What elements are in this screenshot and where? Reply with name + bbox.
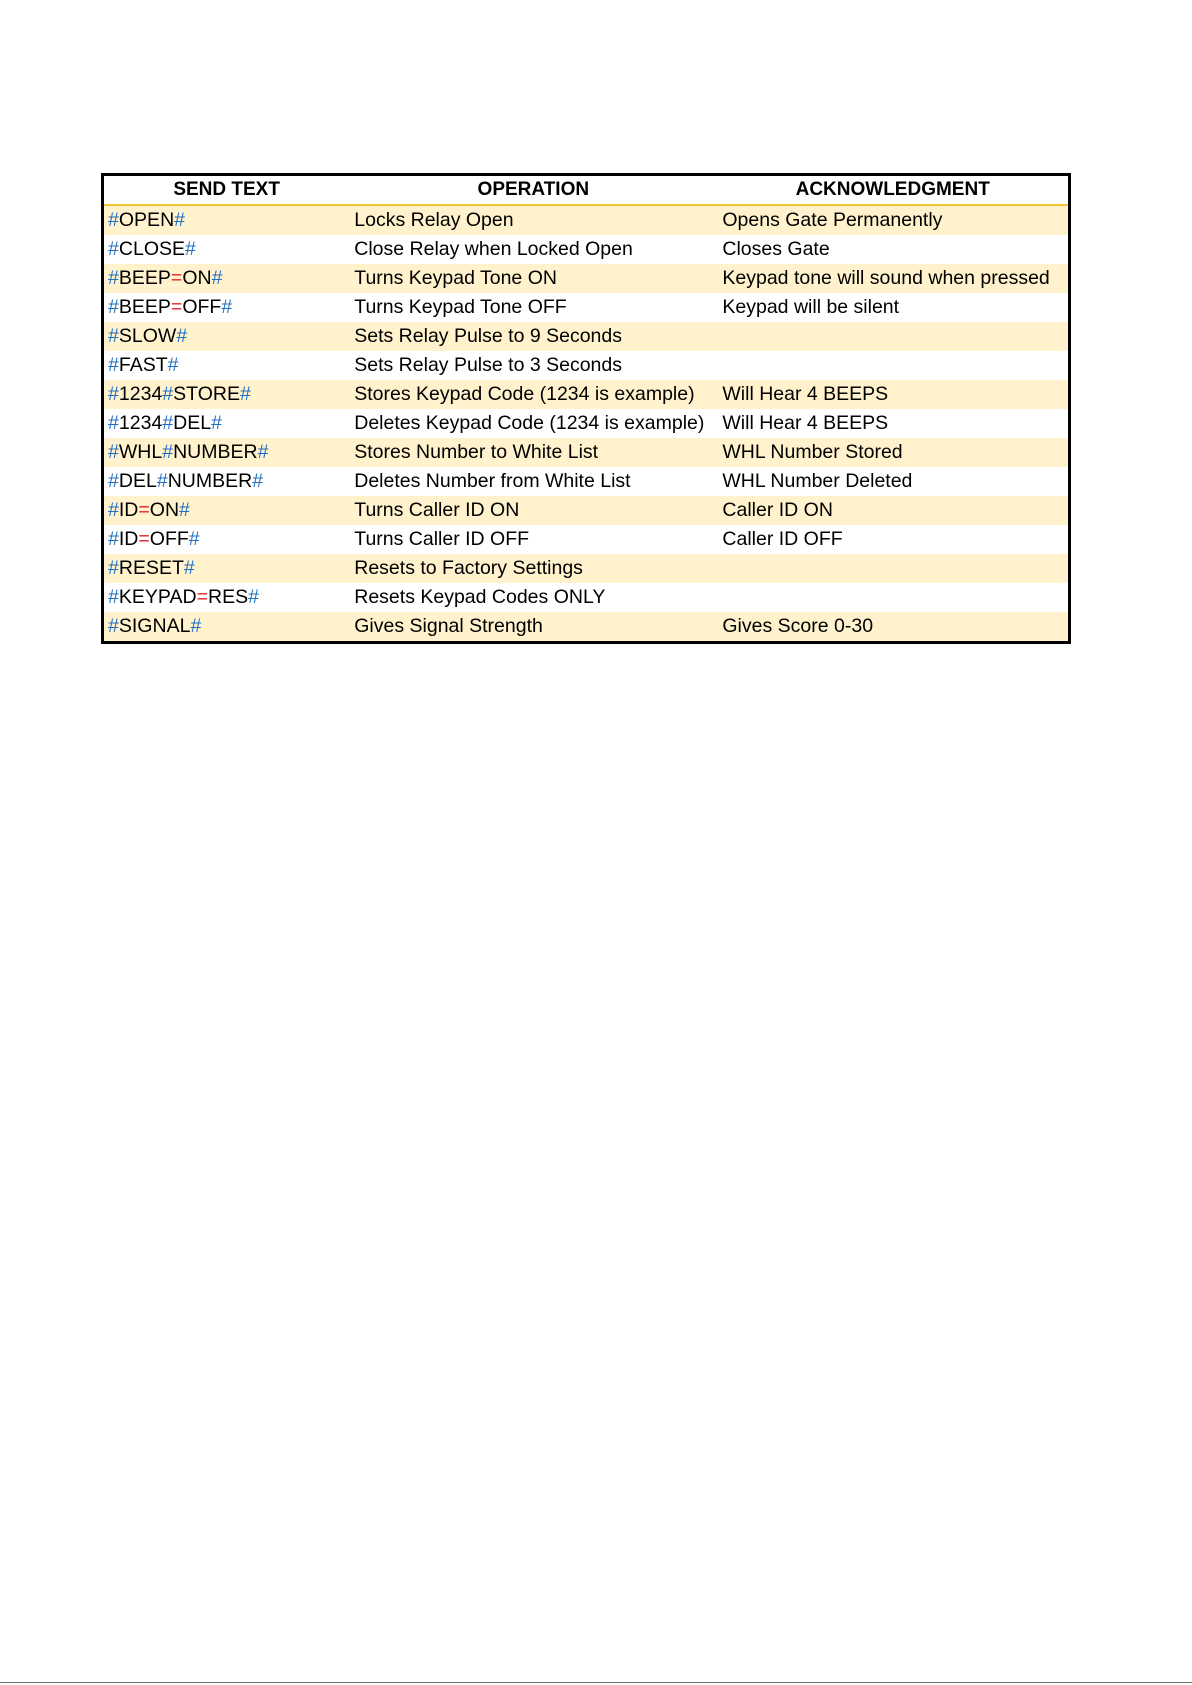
send-text-cell: #BEEP=ON# — [103, 264, 350, 293]
send-text-cell: #WHL#NUMBER# — [103, 438, 350, 467]
operation-cell: Deletes Keypad Code (1234 is example) — [354, 412, 705, 434]
hash-symbol: # — [108, 325, 119, 347]
hash-symbol: # — [108, 528, 119, 550]
operation-cell: Resets Keypad Codes ONLY — [354, 586, 606, 608]
acknowledgment-cell: WHL Number Stored — [717, 438, 1069, 467]
table-row — [103, 583, 1070, 612]
operation-cell: Locks Relay Open — [349, 205, 717, 235]
acknowledgment-cell — [717, 351, 1069, 380]
hash-symbol: # — [211, 412, 222, 434]
send-text-cell: #1234#STORE# — [103, 380, 350, 409]
operation-cell: Turns Caller ID OFF — [354, 528, 530, 550]
acknowledgment-cell: Keypad tone will sound when pressed — [717, 264, 1069, 293]
header-acknowledgment: ACKNOWLEDGMENT — [717, 175, 1069, 206]
operation-cell: Turns Keypad Tone ON — [349, 264, 717, 293]
command-table — [101, 173, 1071, 644]
hash-symbol: # — [252, 470, 264, 492]
header-operation: OPERATION — [349, 175, 717, 206]
operation-cell: Stores Number to White List — [349, 438, 717, 467]
hash-symbol: # — [185, 238, 196, 260]
table-row — [103, 322, 1070, 351]
operation-cell: Sets Relay Pulse to 3 Seconds — [354, 354, 622, 376]
send-text-cell: #ID=ON# — [103, 496, 350, 525]
acknowledgment-cell — [717, 322, 1069, 351]
hash-symbol: # — [108, 557, 119, 579]
table-row — [103, 235, 1070, 264]
table-row — [103, 351, 1070, 380]
hash-symbol: # — [176, 325, 188, 347]
hash-symbol: # — [188, 528, 200, 550]
equals-symbol: = — [138, 499, 150, 521]
page-edge-line — [0, 1682, 1192, 1683]
acknowledgment-cell: Keypad will be silent — [722, 296, 900, 318]
hash-symbol: # — [162, 441, 174, 463]
send-text-cell: #BEEP=OFF# — [108, 296, 233, 318]
acknowledgment-cell: Caller ID OFF — [722, 528, 843, 550]
equals-symbol: = — [170, 267, 183, 289]
table-body — [103, 205, 1070, 643]
table-row — [103, 496, 1070, 525]
acknowledgment-cell: Opens Gate Permanently — [717, 205, 1069, 235]
hash-symbol: # — [108, 354, 119, 376]
hash-symbol: # — [108, 238, 119, 260]
hash-symbol: # — [108, 586, 119, 608]
table-row — [103, 409, 1070, 438]
table-row — [103, 205, 1070, 235]
operation-cell: Resets to Factory Settings — [349, 554, 717, 583]
acknowledgment-cell: Will Hear 4 BEEPS — [717, 380, 1069, 409]
header-row — [103, 175, 1070, 206]
send-text-cell: #RESET# — [103, 554, 350, 583]
send-text-cell: #SLOW# — [103, 322, 350, 351]
operation-cell: Turns Keypad Tone OFF — [354, 296, 567, 318]
acknowledgment-cell — [717, 583, 1069, 612]
send-text-cell: #DEL#NUMBER# — [108, 470, 264, 492]
equals-symbol: = — [138, 528, 150, 550]
table-row — [103, 380, 1070, 409]
operation-cell: Gives Signal Strength — [349, 612, 717, 643]
table-row — [103, 438, 1070, 467]
send-text-cell: #ID=OFF# — [108, 528, 200, 550]
hash-symbol: # — [108, 470, 119, 492]
hash-symbol: # — [108, 296, 119, 318]
operation-cell: Turns Caller ID ON — [349, 496, 717, 525]
hash-symbol: # — [108, 615, 119, 637]
hash-symbol: # — [156, 470, 168, 492]
hash-symbol: # — [257, 441, 269, 463]
send-text-cell: #SIGNAL# — [103, 612, 350, 643]
header-send-text: SEND TEXT — [103, 175, 350, 206]
send-text-cell: #OPEN# — [103, 205, 350, 235]
hash-symbol: # — [108, 209, 119, 231]
hash-symbol: # — [221, 296, 233, 318]
hash-symbol: # — [108, 383, 119, 405]
operation-cell: Close Relay when Locked Open — [354, 238, 633, 260]
acknowledgment-cell: Gives Score 0-30 — [717, 612, 1069, 643]
table-row — [103, 525, 1070, 554]
send-text-cell: #KEYPAD=RES# — [108, 586, 259, 608]
hash-symbol: # — [211, 267, 223, 289]
hash-symbol: # — [183, 557, 195, 579]
hash-symbol: # — [108, 499, 119, 521]
equals-symbol: = — [170, 296, 183, 318]
hash-symbol: # — [167, 354, 179, 376]
operation-cell: Stores Keypad Code (1234 is example) — [349, 380, 717, 409]
hash-symbol: # — [190, 615, 202, 637]
table-row — [103, 264, 1070, 293]
hash-symbol: # — [162, 412, 174, 434]
table-row — [103, 293, 1070, 322]
acknowledgment-cell: Caller ID ON — [717, 496, 1069, 525]
operation-cell: Deletes Number from White List — [354, 470, 631, 492]
send-text-cell: #1234#DEL# — [108, 412, 222, 434]
equals-symbol: = — [196, 586, 208, 608]
hash-symbol: # — [248, 586, 259, 608]
hash-symbol: # — [108, 267, 119, 289]
acknowledgment-cell: WHL Number Deleted — [722, 470, 913, 492]
table-row — [103, 612, 1070, 643]
hash-symbol: # — [108, 441, 119, 463]
hash-symbol: # — [174, 209, 186, 231]
acknowledgment-cell: Closes Gate — [722, 238, 830, 260]
acknowledgment-cell: Will Hear 4 BEEPS — [722, 412, 889, 434]
acknowledgment-cell — [717, 554, 1069, 583]
table-row — [103, 467, 1070, 496]
operation-cell: Sets Relay Pulse to 9 Seconds — [349, 322, 717, 351]
send-text-cell: #CLOSE# — [108, 238, 196, 260]
hash-symbol: # — [108, 412, 119, 434]
hash-symbol: # — [162, 383, 174, 405]
hash-symbol: # — [179, 499, 190, 521]
hash-symbol: # — [240, 383, 251, 405]
table-row — [103, 554, 1070, 583]
send-text-cell: #FAST# — [108, 354, 179, 376]
